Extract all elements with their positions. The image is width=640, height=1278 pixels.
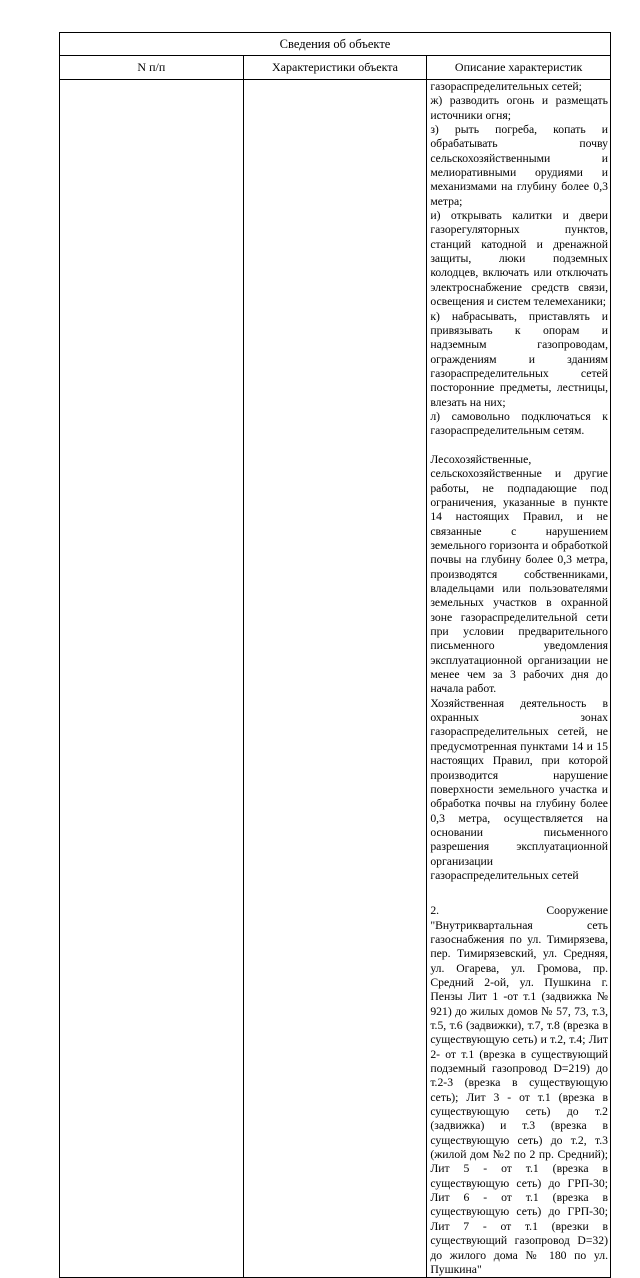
header-characteristics: Характеристики объекта bbox=[243, 56, 427, 80]
cell-characteristics bbox=[243, 80, 427, 1278]
paragraph-structure: 2. Сооружение "Внутриквартальная сеть газоснабжения по ул. Тимирязева, пер. Тимирязевский, ул. Средняя, ул. Огарева, ул. Громова, пр. Средний 2-ой, ул. Пушкина г. Пензы Лит 1 -от т.1 (задвижка № 921) до жилых домов № 57, 73, т.3, т.5, т.6 (задвижки), т.7, т.8 (врезка в существующую сеть) и т.2, т.4; Лит 2- от т.1 (врезка в существующий подземный газопровод D=219) до т.2-3 (врезка в существующую сеть); Лит 3 - от т.1 (врезка в существующую сеть) до т.2 (задвижка) и т.3 (врезка в существующую сеть) до т.2, т.3 (жилой дом №2 по 2 пр. Средний); Лит 5 - от т.1 (врезка в существующую сеть) до ГРП-30; Лит 6 - от т.1 (врезка в существующую сеть) до ГРП-30; Лит 7 - от т.1 (врезки в существующий газопровод D=32) до жилого дома № 180 по ул. Пушкина" bbox=[430, 904, 608, 1276]
list-item: к) набрасывать, приставлять и привязывать к опорам и надземным газопроводам, ограждениям и зданиям газораспределительных сетей посторонние предметы, лестницы, влезать на них; bbox=[430, 309, 608, 409]
document-page bbox=[59, 32, 611, 1278]
paragraph-forestry-works: Лесохозяйственные, сельскохозяйственные и другие работы, не подпадающие под ограничения, указанные в пункте 14 настоящих Правил, и не связанные с нарушением земельного горизонта и обработкой почвы на глубину более 0,3 метра, производятся собственниками, владельцами или пользователями земельных участков в охранной зоне газораспределительной сети при условии предварительного письменного уведомления эксплуатационной организации не менее чем за 3 рабочих дня до начала работ. bbox=[430, 452, 608, 696]
list-item: газораспределительных сетей; bbox=[430, 80, 582, 93]
table-title: Сведения об объекте bbox=[60, 33, 611, 56]
list-item: ж) разводить огонь и размещать источники огня; bbox=[430, 94, 608, 122]
header-description: Описание характеристик bbox=[427, 56, 611, 80]
header-num: N п/п bbox=[60, 56, 244, 80]
list-item: з) рыть погреба, копать и обрабатывать почву сельскохозяйственными и мелиоративными орудиями и механизмами на глубину более 0,3 метра; bbox=[430, 123, 608, 208]
paragraph-economic-activity: Хозяйственная деятельность в охранных зонах газораспределительных сетей, не предусмотренная пунктами 14 и 15 настоящих Правил, при которой производится нарушение поверхности земельного участка и обработка почвы на глубину более 0,3 метра, осуществляется на основании письменного разрешения эксплуатационной организации газораспределительных сетей bbox=[430, 696, 608, 882]
list-item: л) самовольно подключаться к газораспределительным сетям. bbox=[430, 409, 608, 438]
cell-description bbox=[427, 80, 611, 1278]
object-info-table bbox=[59, 32, 611, 1278]
cell-num bbox=[60, 80, 244, 1278]
list-item: и) открывать калитки и двери газорегуляторных пунктов, станций катодной и дренажной защиты, люки подземных колодцев, включать или отключать электроснабжение средств связи, освещения и систем телемеханики; bbox=[430, 209, 608, 309]
